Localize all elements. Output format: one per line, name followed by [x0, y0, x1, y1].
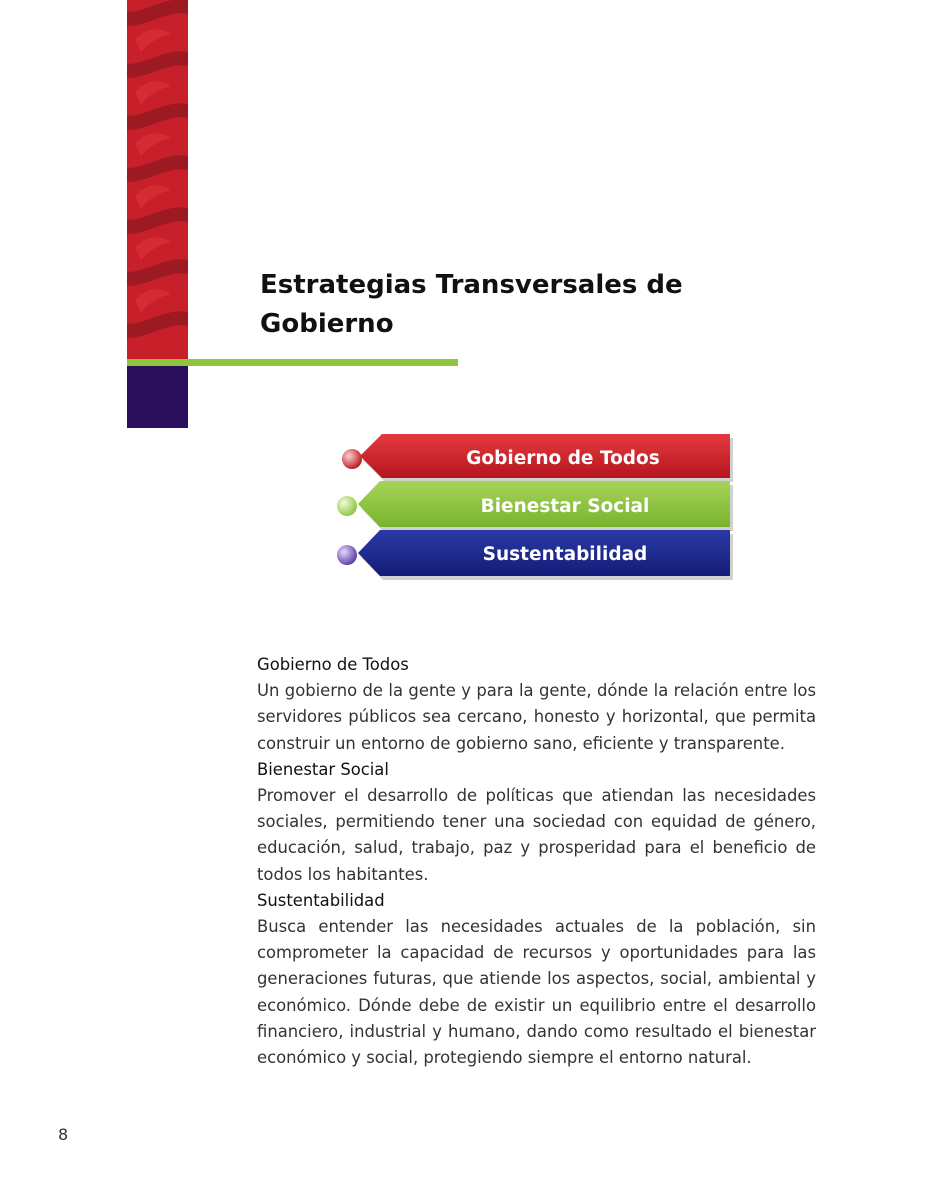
- decorative-pattern: [127, 0, 188, 360]
- banner-sustentabilidad: [337, 530, 733, 580]
- purple-bullet-icon: [337, 545, 357, 565]
- section-heading-bienestar: Bienestar Social: [257, 759, 389, 779]
- banner-gobierno-de-todos: [342, 434, 733, 482]
- section-heading-sustentabilidad: Sustentabilidad: [257, 890, 385, 910]
- banner-label-gobierno: Gobierno de Todos: [466, 448, 660, 469]
- banner-label-sustentabilidad: Sustentabilidad: [482, 544, 648, 565]
- decorative-side-band: [127, 0, 188, 360]
- red-bullet-icon: [342, 449, 362, 469]
- strategies-description: [257, 652, 816, 1071]
- green-divider-line: [127, 359, 458, 366]
- section-text-gobierno: Un gobierno de la gente y para la gente, dónde la relación entre los servidores públicos sea cercano, honesto y horizontal, que permita construir un entorno de gobierno sano, eficiente y transparente.: [257, 681, 816, 753]
- banner-bienestar-social: [337, 481, 733, 531]
- strategy-banners-graphic: [330, 428, 740, 588]
- purple-accent-block: [127, 366, 188, 428]
- page-title: Estrategias Transversales de Gobierno: [260, 270, 683, 339]
- section-text-sustentabilidad: Busca entender las necesidades actuales de la población, sin comprometer la capacidad de recursos y oportunidades para las generaciones futuras, que atiende los aspectos, social, ambiental y económico. Dónde debe de existir un equilibrio entre el desarrollo financiero, industrial y humano, dando como resultado el bienestar económico y social, protegiendo siempre el entorno natural.: [257, 917, 816, 1068]
- green-bullet-icon: [337, 496, 357, 516]
- page-number: 8: [58, 1125, 69, 1144]
- section-text-bienestar: Promover el desarrollo de políticas que atiendan las necesidades sociales, permitiendo tener una sociedad con equidad de género, educación, salud, trabajo, paz y prosperidad para el beneficio de todos los habitantes.: [257, 786, 816, 884]
- banner-label-bienestar: Bienestar Social: [480, 496, 650, 517]
- section-heading-gobierno: Gobierno de Todos: [257, 655, 409, 674]
